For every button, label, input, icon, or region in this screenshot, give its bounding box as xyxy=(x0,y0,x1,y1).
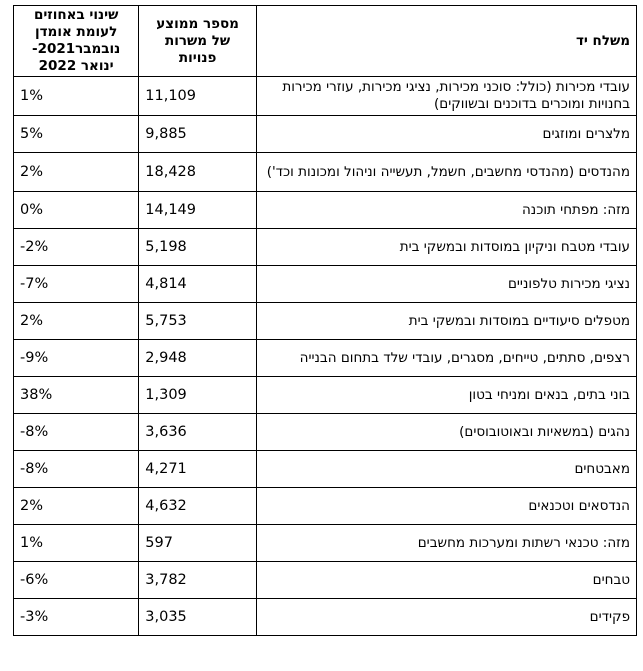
percent-change-cell xyxy=(14,77,139,116)
average-openings-value: 3,636 xyxy=(145,423,187,440)
percent-change-value: -8% xyxy=(20,460,49,477)
average-openings-cell xyxy=(139,451,257,488)
average-openings-cell xyxy=(139,77,257,116)
average-openings-value: 5,198 xyxy=(145,238,187,255)
percent-change-cell xyxy=(14,192,139,229)
percent-change-cell xyxy=(14,340,139,377)
average-openings-cell xyxy=(139,525,257,562)
average-openings-cell xyxy=(139,266,257,303)
average-openings-value: 597 xyxy=(145,534,173,551)
occupation-cell: הנדסאים וטכנאים xyxy=(256,488,636,525)
percent-change-value: 5% xyxy=(20,125,44,142)
occupation-cell: רצפים, סתתים, טייחים, מסגרים, עובדי שלד בתחום הבנייה xyxy=(256,340,636,377)
table-row xyxy=(14,488,637,525)
occupation-cell: מהנדסים (מהנדסי מחשבים, חשמל, תעשייה וניהול ומכונות וכד') xyxy=(256,153,636,192)
occupation-cell: בוני בתים, בנאים ומניחי בטון xyxy=(256,377,636,414)
percent-change-value: -9% xyxy=(20,349,49,366)
percent-change-cell xyxy=(14,451,139,488)
occupation-cell: פקידים xyxy=(256,599,636,636)
average-openings-value: 5,753 xyxy=(145,312,187,329)
header-occupation: משלח יד xyxy=(256,6,636,77)
table-row xyxy=(14,451,637,488)
percent-change-value: -3% xyxy=(20,608,49,625)
percent-change-cell xyxy=(14,562,139,599)
table-row xyxy=(14,377,637,414)
occupation-cell: מזה: מפתחי תוכנה xyxy=(256,192,636,229)
percent-change-value: 2% xyxy=(20,497,44,514)
percent-change-value: 2% xyxy=(20,312,44,329)
table-row xyxy=(14,303,637,340)
percent-change-cell xyxy=(14,525,139,562)
percent-change-cell xyxy=(14,229,139,266)
table-row xyxy=(14,192,637,229)
average-openings-value: 18,428 xyxy=(145,163,197,180)
average-openings-value: 4,814 xyxy=(145,275,187,292)
table-row xyxy=(14,414,637,451)
average-openings-cell xyxy=(139,414,257,451)
average-openings-value: 2,948 xyxy=(145,349,187,366)
percent-change-cell xyxy=(14,377,139,414)
occupation-cell: מלצרים ומוזגים xyxy=(256,116,636,153)
average-openings-value: 9,885 xyxy=(145,125,187,142)
percent-change-value: 38% xyxy=(20,386,53,403)
occupation-cell: עובדי מכירות (כולל: סוכני מכירות, נציגי מכירות, עוזרי מכירות בחנויות ומוכרים בדוכנים ובשווקים) xyxy=(256,77,636,116)
average-openings-cell xyxy=(139,599,257,636)
occupation-cell: מזה: טכנאי רשתות ומערכות מחשבים xyxy=(256,525,636,562)
table-row xyxy=(14,116,637,153)
percent-change-value: 1% xyxy=(20,534,44,551)
average-openings-value: 14,149 xyxy=(145,201,197,218)
average-openings-value: 3,782 xyxy=(145,571,187,588)
percent-change-value: -2% xyxy=(20,238,49,255)
percent-change-value: 2% xyxy=(20,163,44,180)
table-header-row xyxy=(14,6,637,77)
occupation-cell: נציגי מכירות טלפוניים xyxy=(256,266,636,303)
average-openings-value: 11,109 xyxy=(145,87,197,104)
average-openings-value: 1,309 xyxy=(145,386,187,403)
percent-change-value: 1% xyxy=(20,87,44,104)
percent-change-value: -8% xyxy=(20,423,49,440)
average-openings-cell xyxy=(139,116,257,153)
average-openings-cell xyxy=(139,229,257,266)
average-openings-cell xyxy=(139,153,257,192)
percent-change-cell xyxy=(14,266,139,303)
average-openings-cell xyxy=(139,340,257,377)
average-openings-cell xyxy=(139,192,257,229)
table-row xyxy=(14,562,637,599)
average-openings-cell xyxy=(139,488,257,525)
percent-change-cell xyxy=(14,303,139,340)
percent-change-cell xyxy=(14,153,139,192)
header-average-openings: מספר ממוצע של משרות פנויות xyxy=(139,6,257,77)
table-row xyxy=(14,525,637,562)
percent-change-cell xyxy=(14,488,139,525)
average-openings-cell xyxy=(139,303,257,340)
occupation-cell: עובדי מטבח וניקיון במוסדות ובמשקי בית xyxy=(256,229,636,266)
percent-change-value: -7% xyxy=(20,275,49,292)
percent-change-value: -6% xyxy=(20,571,49,588)
occupation-cell: מטפלים סיעודיים במוסדות ובמשקי בית xyxy=(256,303,636,340)
occupation-cell: נהגים (במשאיות ובאוטובוסים) xyxy=(256,414,636,451)
average-openings-cell xyxy=(139,562,257,599)
average-openings-cell xyxy=(139,377,257,414)
average-openings-value: 4,271 xyxy=(145,460,187,477)
percent-change-cell xyxy=(14,116,139,153)
table-row xyxy=(14,340,637,377)
percent-change-value: 0% xyxy=(20,201,44,218)
header-percent-change: שינוי באחוזים לעומת אומדן נובמבר2021-ינואר 2022 xyxy=(14,6,139,77)
table-row xyxy=(14,229,637,266)
table-row xyxy=(14,266,637,303)
average-openings-value: 4,632 xyxy=(145,497,187,514)
average-openings-value: 3,035 xyxy=(145,608,187,625)
percent-change-cell xyxy=(14,599,139,636)
percent-change-cell xyxy=(14,414,139,451)
occupation-cell: מאבטחים xyxy=(256,451,636,488)
table-row xyxy=(14,77,637,116)
job-openings-table xyxy=(13,5,637,636)
occupation-cell: טבחים xyxy=(256,562,636,599)
table-row xyxy=(14,599,637,636)
table-row xyxy=(14,153,637,192)
